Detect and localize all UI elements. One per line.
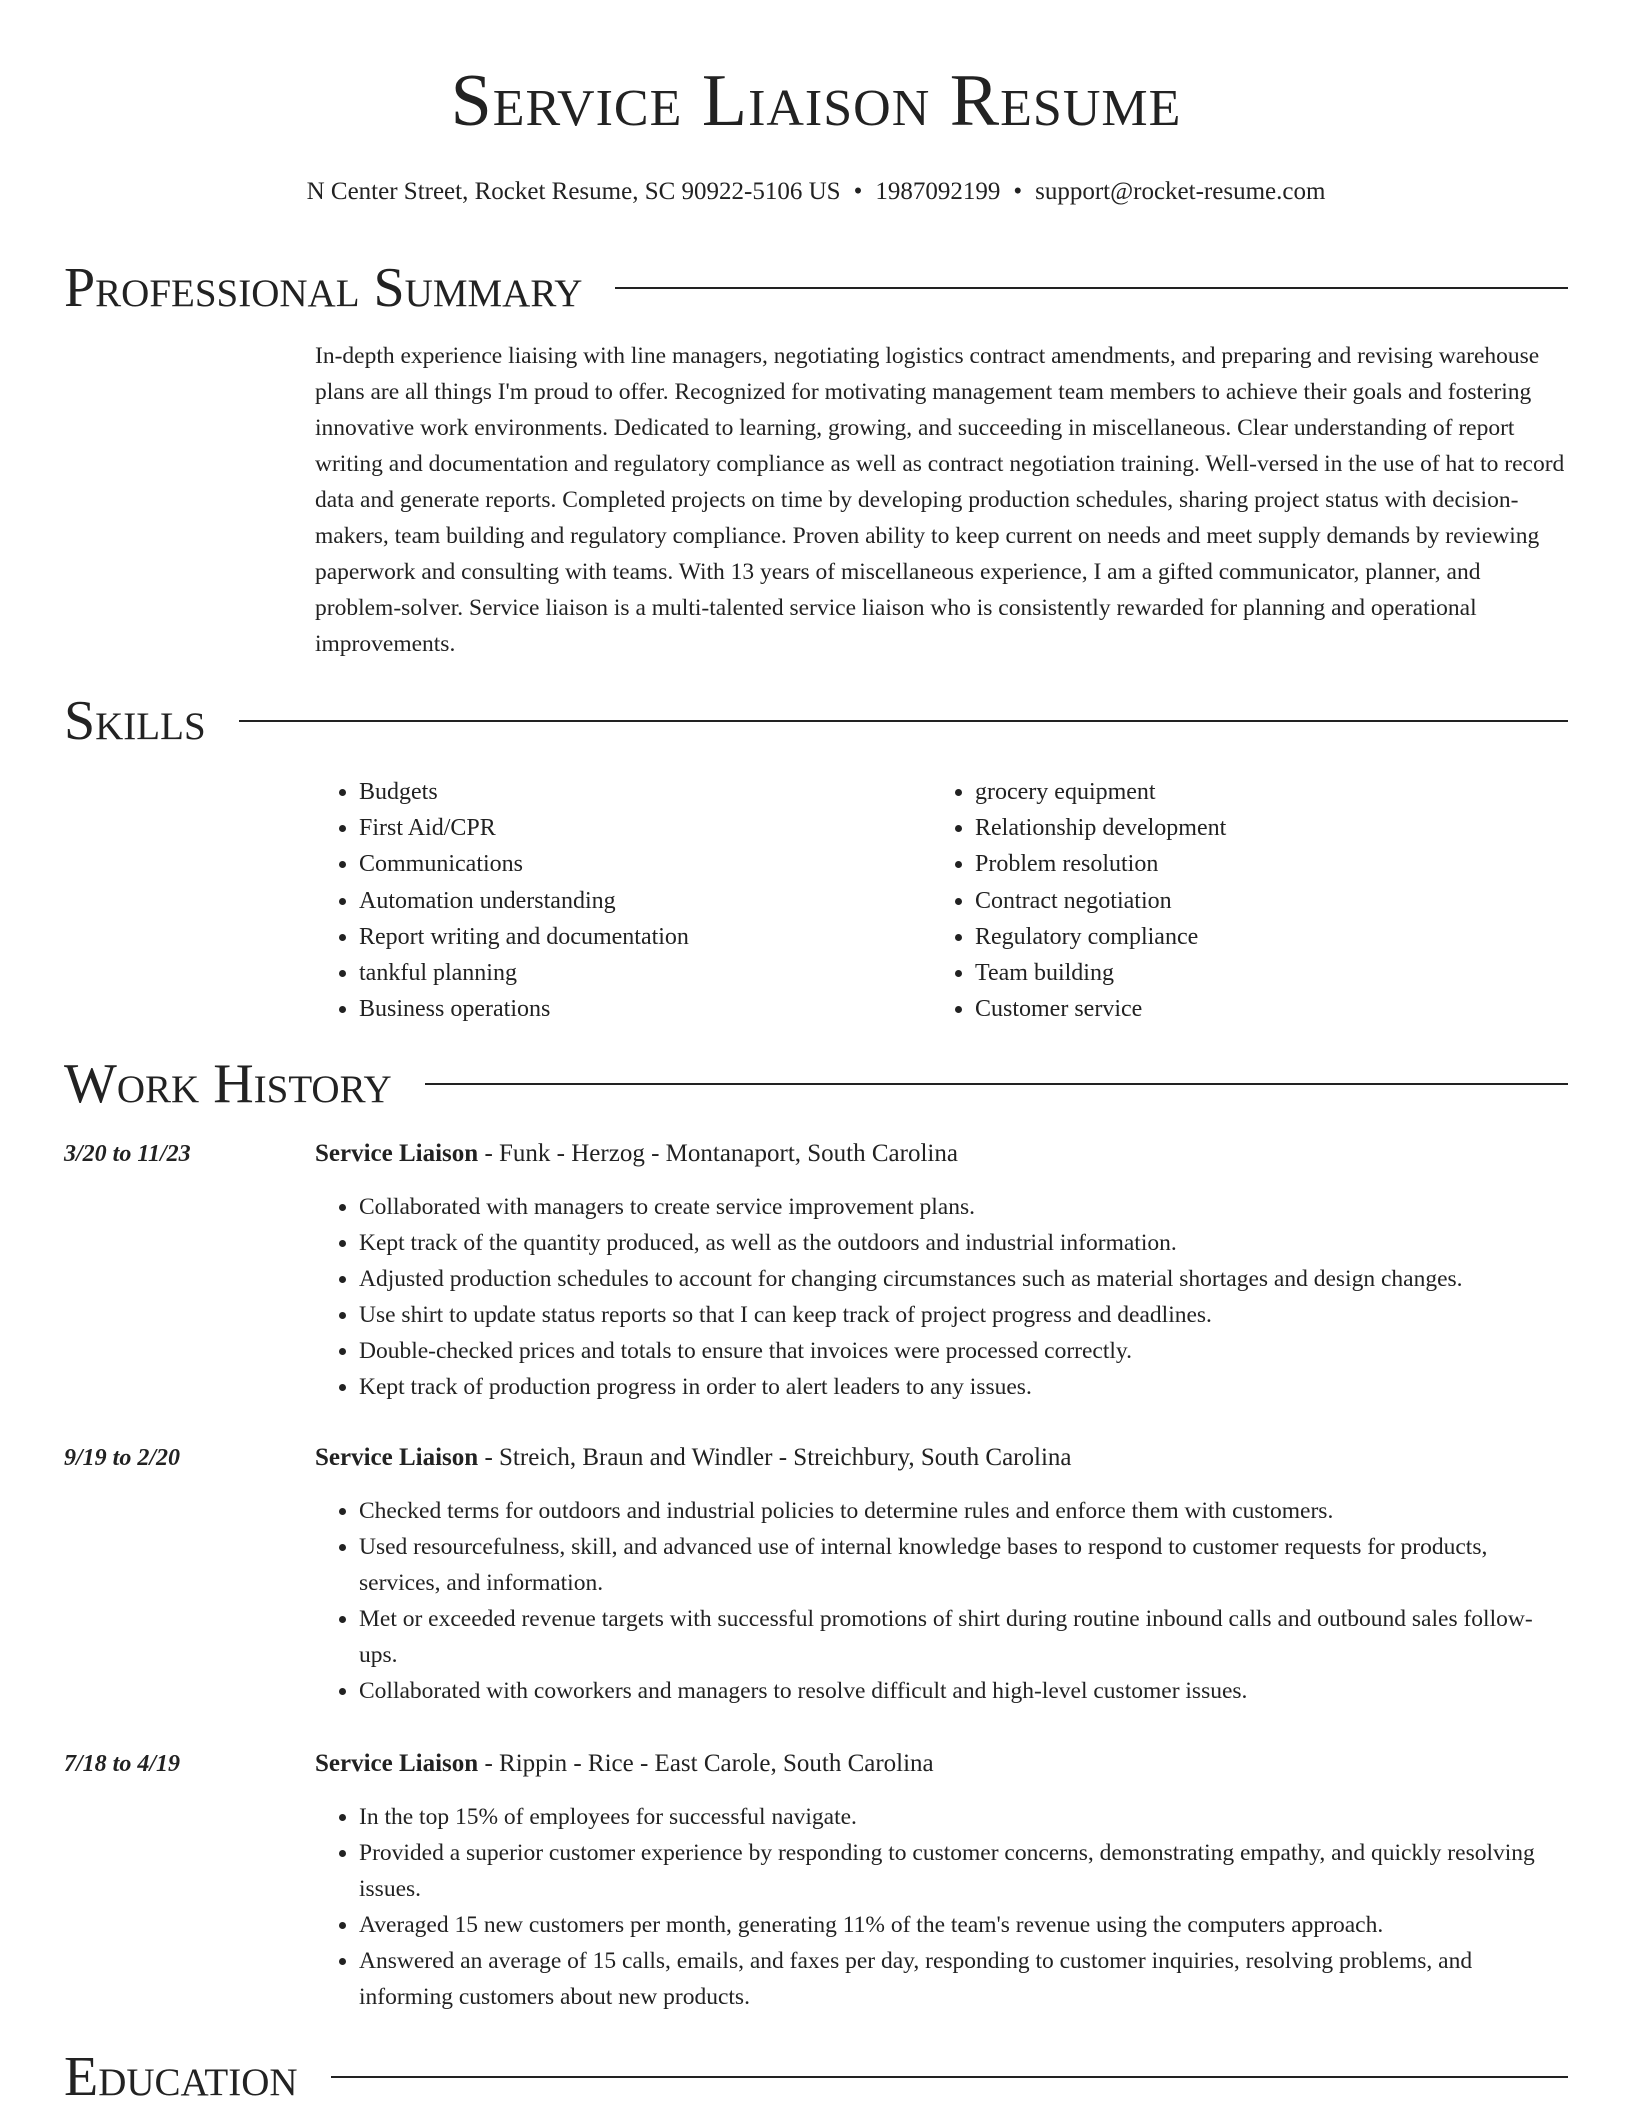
skill-item: • Report writing and documentation: [359, 919, 919, 955]
contact-address: N Center Street, Rocket Resume, SC 90922-5106 US: [306, 178, 841, 205]
skill-item: • Problem resolution: [975, 846, 1575, 882]
education-section-header: [64, 2045, 1568, 2109]
job-bullet: • Double-checked prices and totals to ensure that invoices were processed correctly.: [359, 1333, 1568, 1369]
job-bullet: • Checked terms for outdoors and industrial policies to determine rules and enforce them with customers.: [359, 1493, 1568, 1529]
job-bullet: • Met or exceeded revenue targets with successful promotions of shirt during routine inbound calls and outbound sales follow-ups.: [359, 1601, 1568, 1673]
job-bullets: [315, 1189, 1568, 1405]
section-divider: [331, 2076, 1568, 2078]
job-bullet: • Kept track of production progress in order to alert leaders to any issues.: [359, 1369, 1568, 1405]
skill-item: • Communications: [359, 846, 919, 882]
education-section-title: Education: [64, 2046, 298, 2108]
skill-item: • Business operations: [359, 991, 919, 1027]
work-history-section-title: Work History: [64, 1053, 392, 1115]
section-divider: [425, 1083, 1568, 1085]
skill-item: • Team building: [975, 955, 1575, 991]
job-heading: [315, 1746, 934, 1782]
job-bullet: • Use shirt to update status reports so that I can keep track of project progress and deadlines.: [359, 1297, 1568, 1333]
page-title: Service Liaison Resume: [450, 60, 1182, 142]
job-heading: [315, 1440, 1072, 1476]
job-bullet: • Used resourcefulness, skill, and advanced use of internal knowledge bases to respond to customer requests for products, services, and information.: [359, 1529, 1568, 1601]
job-bullets: [315, 1493, 1568, 1709]
job-dates: 9/19 to 2/20: [64, 1445, 181, 1471]
job-title: Service Liaison: [315, 1444, 479, 1471]
job-title: Service Liaison: [315, 1750, 479, 1777]
skill-item: • grocery equipment: [975, 774, 1575, 810]
job-heading: [315, 1136, 958, 1172]
section-divider: [615, 287, 1568, 289]
skill-item: • Automation understanding: [359, 883, 919, 919]
job-employer-location: - Rippin - Rice - East Carole, South Carolina: [478, 1750, 934, 1777]
job-bullet: • Adjusted production schedules to account for changing circumstances such as material shortages and design changes.: [359, 1261, 1568, 1297]
skill-item: • First Aid/CPR: [359, 810, 919, 846]
contact-email[interactable]: support@rocket-resume.com: [1035, 178, 1326, 205]
skill-item: • Relationship development: [975, 810, 1575, 846]
skills-list-right: [931, 774, 1575, 1027]
skill-item: • Regulatory compliance: [975, 919, 1575, 955]
section-divider: [239, 720, 1568, 722]
skills-section-title: Skills: [64, 690, 206, 752]
job-bullet: • Kept track of the quantity produced, as well as the outdoors and industrial information.: [359, 1225, 1568, 1261]
summary-text: In-depth experience liaising with line managers, negotiating logistics contract amendments, and preparing and revising warehouse plans are all things I'm proud to offer. Recognized for motivating management team members to achieve their goals and fostering innovative work environments. Dedicated to learning, growing, and succeeding in miscellaneous. Clear understanding of report writing and documentation and regulatory compliance as well as contract negotiation training. Well-versed in the use of hat to record data and generate reports. Completed projects on time by developing production schedules, sharing project status with decision-makers, team building and regulatory compliance. Proven ability to keep current on needs and meet supply demands by reviewing paperwork and consulting with teams. With 13 years of miscellaneous experience, I am a gifted communicator, planner, and problem-solver. Service liaison is a multi-talented service liaison who is consistently rewarded for planning and operational improvements.: [315, 343, 1565, 657]
skills-section-header: [64, 689, 1568, 753]
job-bullet: • Answered an average of 15 calls, emails, and faxes per day, responding to customer inquiries, resolving problems, and informing customers about new products.: [359, 1943, 1568, 2015]
work-history-section-header: [64, 1052, 1568, 1116]
contact-phone: 1987092199: [875, 178, 1001, 205]
skill-item: • tankful planning: [359, 955, 919, 991]
job-dates: 3/20 to 11/23: [64, 1141, 191, 1167]
job-bullet: • In the top 15% of employees for successful navigate.: [359, 1799, 1568, 1835]
job-bullet: • Collaborated with managers to create service improvement plans.: [359, 1189, 1568, 1225]
job-bullet: • Provided a superior customer experience by responding to customer concerns, demonstrating empathy, and quickly resolving issues.: [359, 1835, 1568, 1907]
skill-item: • Contract negotiation: [975, 883, 1575, 919]
job-bullets: [315, 1799, 1568, 2015]
contact-separator: •: [853, 178, 863, 205]
job-employer-location: - Funk - Herzog - Montanaport, South Carolina: [478, 1140, 958, 1167]
contact-separator: •: [1013, 178, 1023, 205]
skills-list-left: [315, 774, 919, 1027]
job-employer-location: - Streich, Braun and Windler - Streichbury, South Carolina: [478, 1444, 1072, 1471]
job-dates: 7/18 to 4/19: [64, 1751, 181, 1777]
contact-line: [0, 176, 1632, 208]
job-bullet: • Collaborated with coworkers and managers to resolve difficult and high-level customer issues.: [359, 1673, 1568, 1709]
summary-section-header: [64, 256, 1568, 320]
skill-item: • Budgets: [359, 774, 919, 810]
job-title: Service Liaison: [315, 1140, 479, 1167]
summary-section-title: Professional Summary: [64, 257, 583, 319]
skill-item: • Customer service: [975, 991, 1575, 1027]
job-bullet: • Averaged 15 new customers per month, generating 11% of the team's revenue using the computers approach.: [359, 1907, 1568, 1943]
